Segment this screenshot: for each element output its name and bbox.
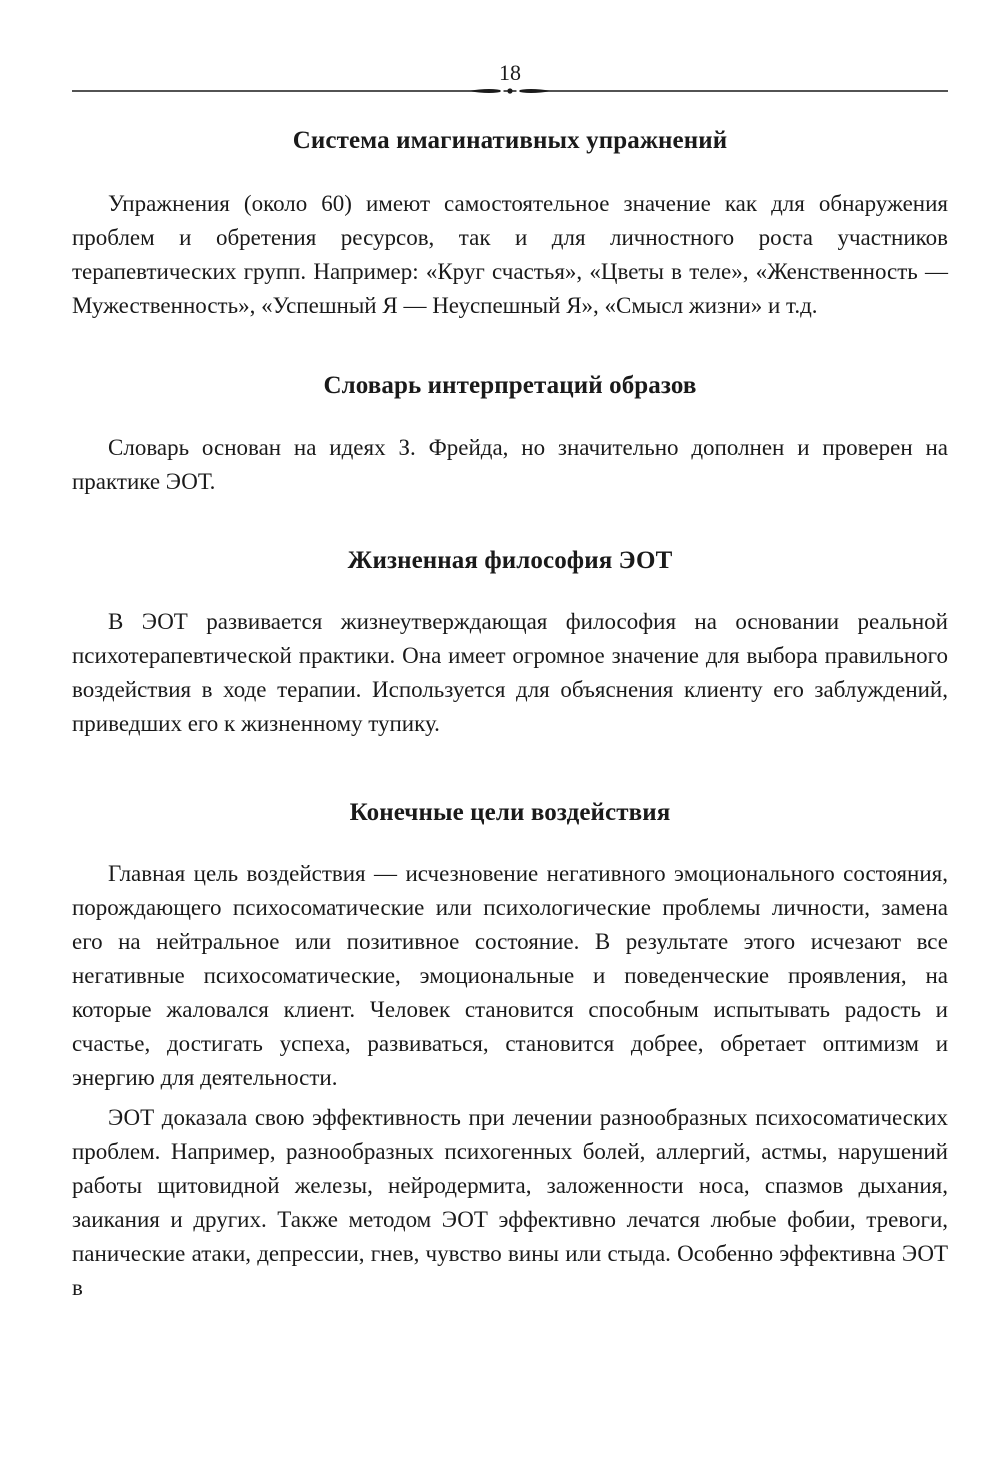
ornamental-rule (72, 85, 948, 97)
book-page (72, 0, 948, 1305)
page-header (72, 0, 948, 100)
section-heading-imaginative-exercises: Система имагинативных упражнений (292, 127, 728, 154)
paragraph-effectiveness: ЭОТ доказала свою эффективность при лечении разнообразных психосоматических проблем. Например, разнообразных психогенных болей, аллергий, астмы, нарушений работы щитовидной железы, нейродермита, заложенности носа, спазмов дыхания, заикания и других. Также методом ЭОТ эффективно лечатся любые фобии, тревоги, панические атаки, депрессии, гнев, чувство вины или стыда. Особенно эффективна ЭОТ в (72, 1105, 948, 1300)
section-heading-life-philosophy: Жизненная философия ЭОТ (347, 547, 673, 574)
section-heading-image-dictionary: Словарь интерпретаций образов (323, 372, 697, 399)
paragraph-goals: Главная цель воздействия — исчезновение негативного эмоционального состояния, порождающего психосоматические или психологические проблемы личности, замена его на нейтральное или позитивное состояние. В результате этого исчезают все негативные психосоматические, эмоциональные и поведенческие проявления, на которые жаловался клиент. Человек становится способным испытывать радость и счастье, достигать успеха, развиваться, становится добрее, обретает оптимизм и энергию для деятельности. (72, 861, 948, 1090)
section-heading-final-goals: Конечные цели воздействия (349, 799, 671, 826)
paragraph-exercises: Упражнения (около 60) имеют самостоятельное значение как для обнаружения проблем и обретения ресурсов, так и для личностного роста участников терапевтических групп. Например: «Круг счастья», «Цветы в теле», «Женственность — Мужественность», «Успешный Я — Неуспешный Я», «Смысл жизни» и т.д. (72, 191, 948, 318)
paragraph-dictionary: Словарь основан на идеях З. Фрейда, но значительно дополнен и проверен на практике ЭОТ. (72, 435, 948, 494)
page-number: 18 (499, 60, 521, 85)
paragraph-philosophy: В ЭОТ развивается жизнеутверждающая философия на основании реальной психотерапевтической практики. Она имеет огромное значение для выбора правильного воздействия в ходе терапии. Используется для объяснения клиенту его заблуждений, приведших его к жизненному тупику. (72, 609, 948, 736)
